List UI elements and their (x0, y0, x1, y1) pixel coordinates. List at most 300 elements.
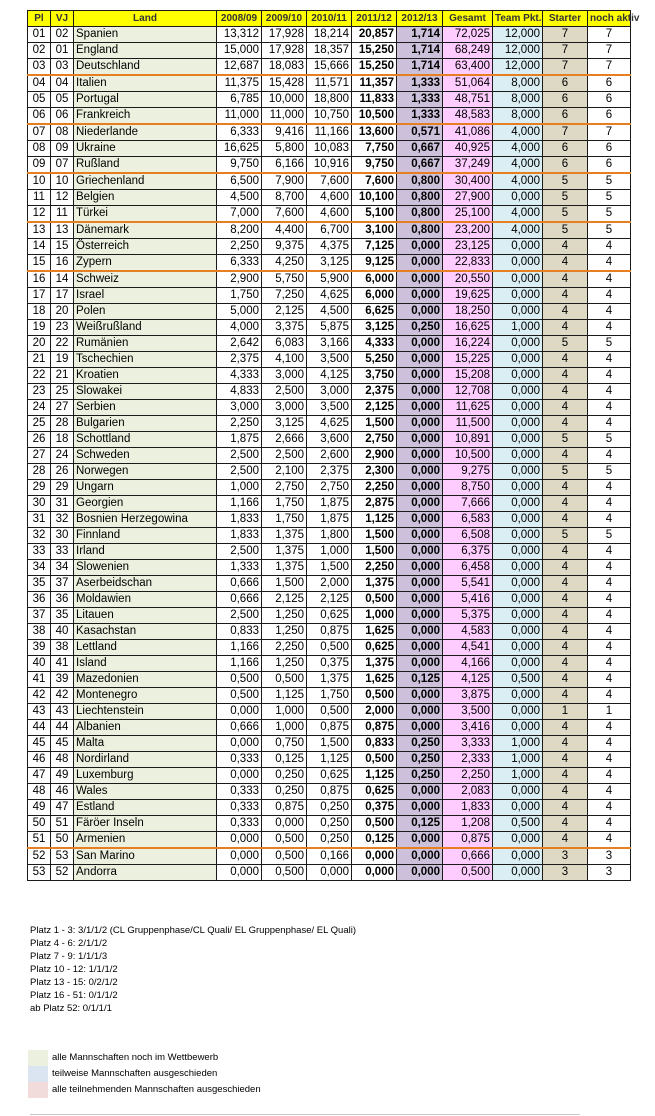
prev-rank-cell: 38 (51, 640, 74, 656)
season-2010-11-cell: 0,875 (307, 784, 352, 800)
team-points-cell: 0,000 (493, 336, 543, 352)
team-points-cell: 0,000 (493, 368, 543, 384)
country-cell: Griechenland (74, 173, 217, 190)
season-2008-09-cell: 2,500 (217, 448, 262, 464)
total-cell: 48,583 (443, 108, 493, 125)
table-row (28, 816, 631, 832)
season-2012-13-cell: 0,000 (397, 352, 443, 368)
rank-cell: 23 (28, 384, 51, 400)
country-cell: Belgien (74, 190, 217, 206)
season-2009-10-cell: 7,900 (262, 173, 307, 190)
season-2011-12-cell: 2,875 (352, 496, 397, 512)
starter-cell: 3 (543, 865, 588, 881)
still-active-cell: 4 (588, 512, 631, 528)
season-2008-09-cell: 1,333 (217, 560, 262, 576)
season-2011-12-cell: 20,857 (352, 27, 397, 43)
table-row (28, 157, 631, 174)
rank-cell: 34 (28, 560, 51, 576)
prev-rank-cell: 21 (51, 368, 74, 384)
starter-cell: 5 (543, 336, 588, 352)
starter-cell: 4 (543, 560, 588, 576)
rank-cell: 52 (28, 848, 51, 865)
col-header-2008-09: 2008/09 (217, 11, 262, 27)
table-row (28, 704, 631, 720)
team-points-cell: 0,000 (493, 464, 543, 480)
table-row (28, 688, 631, 704)
team-points-cell: 4,000 (493, 206, 543, 223)
season-2012-13-cell: 0,000 (397, 720, 443, 736)
season-2012-13-cell: 0,667 (397, 157, 443, 174)
season-2008-09-cell: 2,500 (217, 464, 262, 480)
season-2008-09-cell: 2,900 (217, 271, 262, 288)
season-2010-11-cell: 2,375 (307, 464, 352, 480)
season-2012-13-cell: 0,800 (397, 190, 443, 206)
country-cell: Finnland (74, 528, 217, 544)
total-cell: 7,666 (443, 496, 493, 512)
season-2011-12-cell: 4,333 (352, 336, 397, 352)
season-2011-12-cell: 0,000 (352, 865, 397, 881)
total-cell: 11,500 (443, 416, 493, 432)
season-2010-11-cell: 1,750 (307, 688, 352, 704)
starter-cell: 4 (543, 544, 588, 560)
season-2008-09-cell: 4,833 (217, 384, 262, 400)
season-2009-10-cell: 4,400 (262, 222, 307, 239)
season-2009-10-cell: 17,928 (262, 43, 307, 59)
starter-cell: 4 (543, 496, 588, 512)
team-points-cell: 12,000 (493, 59, 543, 76)
starter-cell: 7 (543, 43, 588, 59)
season-2012-13-cell: 0,571 (397, 124, 443, 141)
country-cell: Zypern (74, 255, 217, 272)
rank-cell: 44 (28, 720, 51, 736)
season-2010-11-cell: 6,700 (307, 222, 352, 239)
season-2008-09-cell: 0,000 (217, 865, 262, 881)
season-2012-13-cell: 0,000 (397, 239, 443, 255)
prev-rank-cell: 23 (51, 320, 74, 336)
country-cell: Portugal (74, 92, 217, 108)
still-active-cell: 4 (588, 752, 631, 768)
rank-cell: 25 (28, 416, 51, 432)
prev-rank-cell: 47 (51, 800, 74, 816)
season-2010-11-cell: 2,600 (307, 448, 352, 464)
season-2008-09-cell: 0,333 (217, 752, 262, 768)
prev-rank-cell: 27 (51, 400, 74, 416)
table-row (28, 271, 631, 288)
qualification-notes (30, 924, 356, 1015)
season-2010-11-cell: 18,214 (307, 27, 352, 43)
season-2010-11-cell: 2,000 (307, 576, 352, 592)
still-active-cell: 3 (588, 848, 631, 865)
season-2010-11-cell: 4,625 (307, 288, 352, 304)
table-row (28, 560, 631, 576)
total-cell: 11,625 (443, 400, 493, 416)
season-2010-11-cell: 4,375 (307, 239, 352, 255)
season-2009-10-cell: 3,000 (262, 400, 307, 416)
season-2008-09-cell: 1,000 (217, 480, 262, 496)
starter-cell: 4 (543, 832, 588, 849)
season-2008-09-cell: 2,500 (217, 544, 262, 560)
still-active-cell: 4 (588, 448, 631, 464)
country-cell: Schweden (74, 448, 217, 464)
legend-swatch-blue (28, 1066, 48, 1082)
still-active-cell: 5 (588, 432, 631, 448)
team-points-cell: 0,000 (493, 720, 543, 736)
still-active-cell: 6 (588, 92, 631, 108)
legend-label: alle teilnehmenden Mannschaften ausgeschieden (52, 1084, 261, 1095)
legend-label: teilweise Mannschaften ausgeschieden (52, 1068, 218, 1079)
country-cell: Malta (74, 736, 217, 752)
season-2012-13-cell: 0,250 (397, 768, 443, 784)
total-cell: 2,083 (443, 784, 493, 800)
note-line: Platz 13 - 15: 0/2/1/2 (30, 977, 118, 988)
total-cell: 16,625 (443, 320, 493, 336)
total-cell: 4,125 (443, 672, 493, 688)
starter-cell: 4 (543, 480, 588, 496)
rank-cell: 29 (28, 480, 51, 496)
total-cell: 68,249 (443, 43, 493, 59)
table-row (28, 865, 631, 881)
country-cell: Moldawien (74, 592, 217, 608)
season-2011-12-cell: 1,625 (352, 672, 397, 688)
still-active-cell: 4 (588, 271, 631, 288)
starter-cell: 4 (543, 656, 588, 672)
season-2012-13-cell: 1,714 (397, 59, 443, 76)
prev-rank-cell: 52 (51, 865, 74, 881)
season-2012-13-cell: 0,000 (397, 464, 443, 480)
table-row (28, 75, 631, 92)
country-cell: Polen (74, 304, 217, 320)
country-cell: Kroatien (74, 368, 217, 384)
season-2012-13-cell: 0,000 (397, 608, 443, 624)
note-line: ab Platz 52: 0/1/1/1 (30, 1003, 112, 1014)
season-2011-12-cell: 5,250 (352, 352, 397, 368)
country-cell: Bulgarien (74, 416, 217, 432)
season-2008-09-cell: 1,750 (217, 288, 262, 304)
country-cell: England (74, 43, 217, 59)
prev-rank-cell: 49 (51, 768, 74, 784)
table-row (28, 336, 631, 352)
table-row (28, 736, 631, 752)
starter-cell: 6 (543, 108, 588, 125)
season-2010-11-cell: 11,166 (307, 124, 352, 141)
season-2010-11-cell: 0,625 (307, 768, 352, 784)
country-cell: Weißrußland (74, 320, 217, 336)
rank-cell: 02 (28, 43, 51, 59)
total-cell: 12,708 (443, 384, 493, 400)
season-2011-12-cell: 0,875 (352, 720, 397, 736)
table-row (28, 432, 631, 448)
table-row (28, 59, 631, 76)
season-2010-11-cell: 10,083 (307, 141, 352, 157)
season-2010-11-cell: 5,875 (307, 320, 352, 336)
prev-rank-cell: 06 (51, 108, 74, 125)
prev-rank-cell: 09 (51, 141, 74, 157)
season-2011-12-cell: 3,750 (352, 368, 397, 384)
team-points-cell: 0,000 (493, 656, 543, 672)
col-header-team-pkt: Team Pkt. (493, 11, 543, 27)
total-cell: 48,751 (443, 92, 493, 108)
rank-cell: 27 (28, 448, 51, 464)
team-points-cell: 8,000 (493, 75, 543, 92)
team-points-cell: 0,000 (493, 288, 543, 304)
still-active-cell: 4 (588, 416, 631, 432)
season-2009-10-cell: 2,125 (262, 592, 307, 608)
starter-cell: 4 (543, 752, 588, 768)
total-cell: 4,583 (443, 624, 493, 640)
starter-cell: 4 (543, 672, 588, 688)
starter-cell: 4 (543, 640, 588, 656)
season-2010-11-cell: 1,800 (307, 528, 352, 544)
country-cell: Deutschland (74, 59, 217, 76)
season-2008-09-cell: 4,333 (217, 368, 262, 384)
total-cell: 6,508 (443, 528, 493, 544)
prev-rank-cell: 44 (51, 720, 74, 736)
season-2010-11-cell: 18,800 (307, 92, 352, 108)
country-cell: Schweiz (74, 271, 217, 288)
country-cell: Kasachstan (74, 624, 217, 640)
season-2010-11-cell: 0,250 (307, 832, 352, 849)
season-2010-11-cell: 7,600 (307, 173, 352, 190)
season-2009-10-cell: 0,500 (262, 865, 307, 881)
rank-cell: 43 (28, 704, 51, 720)
table-row (28, 784, 631, 800)
team-points-cell: 8,000 (493, 108, 543, 125)
team-points-cell: 0,000 (493, 512, 543, 528)
rank-cell: 53 (28, 865, 51, 881)
season-2009-10-cell: 1,375 (262, 560, 307, 576)
still-active-cell: 7 (588, 27, 631, 43)
season-2009-10-cell: 1,000 (262, 720, 307, 736)
total-cell: 2,250 (443, 768, 493, 784)
rank-cell: 01 (28, 27, 51, 43)
season-2012-13-cell: 0,000 (397, 271, 443, 288)
season-2012-13-cell: 0,000 (397, 624, 443, 640)
season-2008-09-cell: 0,833 (217, 624, 262, 640)
col-header-2010-11: 2010/11 (307, 11, 352, 27)
starter-cell: 5 (543, 222, 588, 239)
legend-label: alle Mannschaften noch im Wettbewerb (52, 1052, 219, 1063)
table-row (28, 173, 631, 190)
team-points-cell: 0,000 (493, 190, 543, 206)
team-points-cell: 0,000 (493, 624, 543, 640)
season-2012-13-cell: 1,714 (397, 27, 443, 43)
prev-rank-cell: 11 (51, 206, 74, 223)
prev-rank-cell: 05 (51, 92, 74, 108)
season-2009-10-cell: 1,750 (262, 496, 307, 512)
team-points-cell: 4,000 (493, 157, 543, 174)
rank-cell: 15 (28, 255, 51, 272)
season-2010-11-cell: 3,125 (307, 255, 352, 272)
total-cell: 3,875 (443, 688, 493, 704)
table-row (28, 400, 631, 416)
season-2011-12-cell: 15,250 (352, 43, 397, 59)
season-2011-12-cell: 2,375 (352, 384, 397, 400)
season-2010-11-cell: 1,375 (307, 672, 352, 688)
team-points-cell: 0,000 (493, 784, 543, 800)
team-points-cell: 0,000 (493, 848, 543, 865)
prev-rank-cell: 41 (51, 656, 74, 672)
total-cell: 37,249 (443, 157, 493, 174)
season-2012-13-cell: 0,800 (397, 206, 443, 223)
season-2008-09-cell: 13,312 (217, 27, 262, 43)
country-cell: Färöer Inseln (74, 816, 217, 832)
season-2009-10-cell: 5,800 (262, 141, 307, 157)
season-2009-10-cell: 2,666 (262, 432, 307, 448)
season-2009-10-cell: 18,083 (262, 59, 307, 76)
starter-cell: 4 (543, 416, 588, 432)
season-2008-09-cell: 1,833 (217, 512, 262, 528)
country-cell: Liechtenstein (74, 704, 217, 720)
total-cell: 1,833 (443, 800, 493, 816)
team-points-cell: 0,000 (493, 592, 543, 608)
total-cell: 23,200 (443, 222, 493, 239)
country-cell: Island (74, 656, 217, 672)
still-active-cell: 7 (588, 59, 631, 76)
season-2008-09-cell: 0,333 (217, 816, 262, 832)
country-cell: Albanien (74, 720, 217, 736)
prev-rank-cell: 32 (51, 512, 74, 528)
total-cell: 23,125 (443, 239, 493, 255)
season-2012-13-cell: 0,250 (397, 752, 443, 768)
prev-rank-cell: 02 (51, 27, 74, 43)
prev-rank-cell: 18 (51, 432, 74, 448)
team-points-cell: 0,000 (493, 400, 543, 416)
season-2011-12-cell: 2,000 (352, 704, 397, 720)
total-cell: 0,666 (443, 848, 493, 865)
rank-cell: 14 (28, 239, 51, 255)
total-cell: 72,025 (443, 27, 493, 43)
season-2010-11-cell: 2,125 (307, 592, 352, 608)
still-active-cell: 6 (588, 141, 631, 157)
season-2008-09-cell: 6,500 (217, 173, 262, 190)
country-cell: Montenegro (74, 688, 217, 704)
season-2009-10-cell: 2,750 (262, 480, 307, 496)
rank-cell: 17 (28, 288, 51, 304)
still-active-cell: 4 (588, 736, 631, 752)
season-2010-11-cell: 0,375 (307, 656, 352, 672)
season-2012-13-cell: 0,000 (397, 800, 443, 816)
prev-rank-cell: 53 (51, 848, 74, 865)
rank-cell: 50 (28, 816, 51, 832)
still-active-cell: 6 (588, 108, 631, 125)
still-active-cell: 4 (588, 608, 631, 624)
season-2008-09-cell: 0,000 (217, 704, 262, 720)
season-2008-09-cell: 8,200 (217, 222, 262, 239)
table-row (28, 768, 631, 784)
rank-cell: 39 (28, 640, 51, 656)
prev-rank-cell: 34 (51, 560, 74, 576)
country-cell: Spanien (74, 27, 217, 43)
rank-cell: 12 (28, 206, 51, 223)
season-2010-11-cell: 15,666 (307, 59, 352, 76)
season-2011-12-cell: 0,500 (352, 592, 397, 608)
season-2008-09-cell: 0,500 (217, 672, 262, 688)
rank-cell: 09 (28, 157, 51, 174)
season-2008-09-cell: 0,000 (217, 736, 262, 752)
col-header-noch-aktiv: noch aktiv (588, 11, 631, 27)
still-active-cell: 4 (588, 288, 631, 304)
season-2008-09-cell: 11,000 (217, 108, 262, 125)
season-2010-11-cell: 0,875 (307, 624, 352, 640)
rank-cell: 31 (28, 512, 51, 528)
starter-cell: 7 (543, 59, 588, 76)
note-line: Platz 7 - 9: 1/1/1/3 (30, 951, 108, 962)
season-2009-10-cell: 1,000 (262, 704, 307, 720)
season-2011-12-cell: 2,250 (352, 560, 397, 576)
still-active-cell: 6 (588, 157, 631, 174)
prev-rank-cell: 10 (51, 173, 74, 190)
season-2009-10-cell: 1,250 (262, 608, 307, 624)
rank-cell: 38 (28, 624, 51, 640)
prev-rank-cell: 14 (51, 271, 74, 288)
season-2012-13-cell: 0,125 (397, 672, 443, 688)
team-points-cell: 0,000 (493, 704, 543, 720)
season-2009-10-cell: 1,750 (262, 512, 307, 528)
season-2012-13-cell: 1,333 (397, 108, 443, 125)
rank-cell: 21 (28, 352, 51, 368)
season-2011-12-cell: 3,100 (352, 222, 397, 239)
country-cell: Mazedonien (74, 672, 217, 688)
season-2008-09-cell: 0,666 (217, 720, 262, 736)
prev-rank-cell: 51 (51, 816, 74, 832)
prev-rank-cell: 42 (51, 688, 74, 704)
rank-cell: 07 (28, 124, 51, 141)
total-cell: 10,500 (443, 448, 493, 464)
prev-rank-cell: 31 (51, 496, 74, 512)
team-points-cell: 4,000 (493, 222, 543, 239)
rank-cell: 16 (28, 271, 51, 288)
prev-rank-cell: 22 (51, 336, 74, 352)
season-2012-13-cell: 0,000 (397, 704, 443, 720)
rank-cell: 33 (28, 544, 51, 560)
prev-rank-cell: 43 (51, 704, 74, 720)
table-row (28, 752, 631, 768)
team-points-cell: 0,000 (493, 271, 543, 288)
col-header-2009-10: 2009/10 (262, 11, 307, 27)
season-2011-12-cell: 1,125 (352, 768, 397, 784)
total-cell: 6,458 (443, 560, 493, 576)
team-points-cell: 0,000 (493, 688, 543, 704)
starter-cell: 6 (543, 157, 588, 174)
starter-cell: 4 (543, 288, 588, 304)
team-points-cell: 4,000 (493, 124, 543, 141)
season-2008-09-cell: 0,333 (217, 800, 262, 816)
season-2009-10-cell: 2,250 (262, 640, 307, 656)
starter-cell: 6 (543, 141, 588, 157)
still-active-cell: 4 (588, 624, 631, 640)
season-2009-10-cell: 5,750 (262, 271, 307, 288)
season-2010-11-cell: 10,750 (307, 108, 352, 125)
table-row (28, 239, 631, 255)
season-2010-11-cell: 0,250 (307, 800, 352, 816)
table-row (28, 384, 631, 400)
starter-cell: 4 (543, 368, 588, 384)
season-2009-10-cell: 1,375 (262, 528, 307, 544)
still-active-cell: 5 (588, 190, 631, 206)
season-2009-10-cell: 6,083 (262, 336, 307, 352)
season-2008-09-cell: 5,000 (217, 304, 262, 320)
total-cell: 0,500 (443, 865, 493, 881)
season-2010-11-cell: 1,500 (307, 736, 352, 752)
season-2008-09-cell: 11,375 (217, 75, 262, 92)
page-divider (30, 1114, 580, 1115)
starter-cell: 4 (543, 720, 588, 736)
rank-cell: 04 (28, 75, 51, 92)
season-2008-09-cell: 0,000 (217, 848, 262, 865)
total-cell: 8,750 (443, 480, 493, 496)
table-row (28, 624, 631, 640)
starter-cell: 3 (543, 848, 588, 865)
